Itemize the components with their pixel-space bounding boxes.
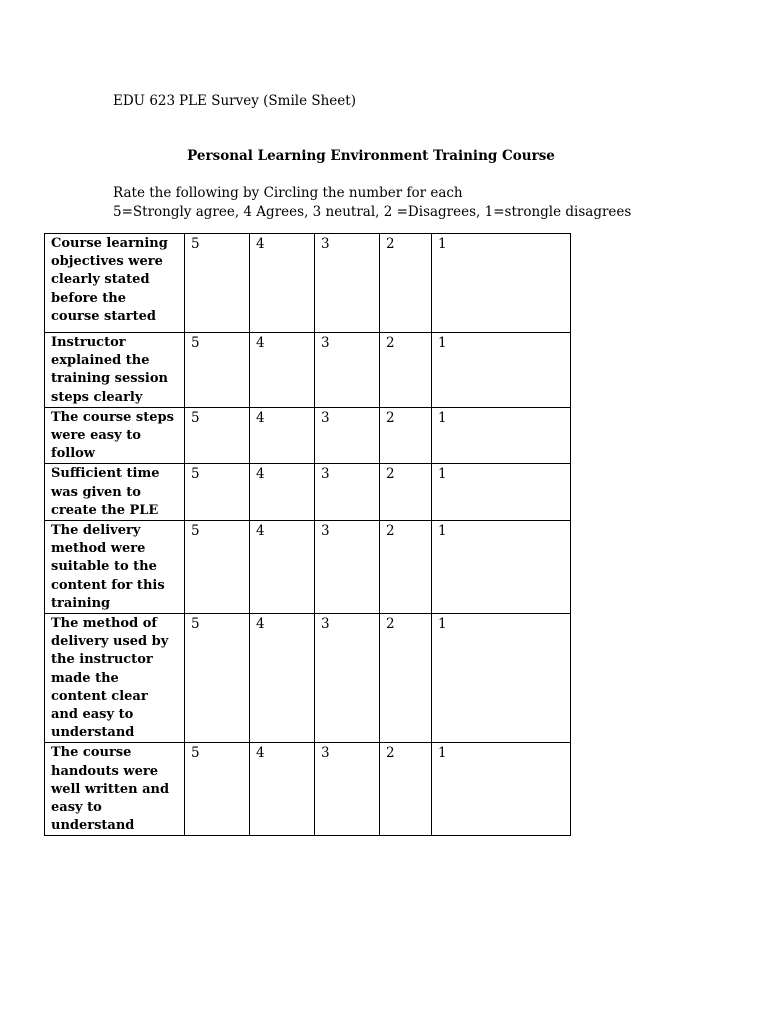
survey-statement: The course handouts were well written and easy to understand	[45, 743, 185, 836]
rating-option-1[interactable]: 1	[432, 333, 571, 408]
rating-option-5[interactable]: 5	[185, 407, 250, 464]
rating-option-5[interactable]: 5	[185, 234, 250, 333]
survey-statement: Instructor explained the training session steps clearly	[45, 333, 185, 408]
rating-option-5[interactable]: 5	[185, 614, 250, 743]
rating-option-3[interactable]: 3	[315, 234, 380, 333]
rating-option-2[interactable]: 2	[380, 743, 432, 836]
survey-row	[45, 234, 571, 333]
survey-row	[45, 407, 571, 464]
rating-option-4[interactable]: 4	[250, 521, 315, 614]
rating-option-4[interactable]: 4	[250, 234, 315, 333]
rating-option-2[interactable]: 2	[380, 234, 432, 333]
rating-option-2[interactable]: 2	[380, 614, 432, 743]
rating-option-1[interactable]: 1	[432, 521, 571, 614]
survey-row	[45, 521, 571, 614]
survey-row	[45, 333, 571, 408]
course-code: EDU 623	[113, 93, 176, 109]
instructions-line: Rate the following by Circling the number for each	[113, 185, 463, 201]
document-header	[113, 93, 356, 109]
rating-option-2[interactable]: 2	[380, 521, 432, 614]
survey-table	[44, 233, 571, 836]
survey-row	[45, 743, 571, 836]
survey-statement: The course steps were easy to follow	[45, 407, 185, 464]
rating-option-5[interactable]: 5	[185, 464, 250, 521]
rating-option-1[interactable]: 1	[432, 614, 571, 743]
rating-option-3[interactable]: 3	[315, 521, 380, 614]
course-title: Personal Learning Environment Training Course	[187, 148, 555, 164]
rating-option-1[interactable]: 1	[432, 407, 571, 464]
survey-statement: Sufficient time was given to create the PLE	[45, 464, 185, 521]
rating-option-4[interactable]: 4	[250, 464, 315, 521]
survey-row	[45, 464, 571, 521]
rating-option-3[interactable]: 3	[315, 407, 380, 464]
rating-option-2[interactable]: 2	[380, 464, 432, 521]
rating-option-5[interactable]: 5	[185, 743, 250, 836]
survey-title: PLE Survey (Smile Sheet)	[179, 93, 356, 109]
rating-option-4[interactable]: 4	[250, 333, 315, 408]
rating-option-3[interactable]: 3	[315, 333, 380, 408]
rating-option-1[interactable]: 1	[432, 464, 571, 521]
rating-option-2[interactable]: 2	[380, 333, 432, 408]
survey-row	[45, 614, 571, 743]
instructions	[113, 184, 631, 222]
rating-option-4[interactable]: 4	[250, 407, 315, 464]
rating-scale-legend: 5=Strongly agree, 4 Agrees, 3 neutral, 2 =Disagrees, 1=strongle disagrees	[113, 204, 632, 220]
rating-option-1[interactable]: 1	[432, 234, 571, 333]
survey-statement: The method of delivery used by the instructor made the content clear and easy to understand	[45, 614, 185, 743]
rating-option-5[interactable]: 5	[185, 333, 250, 408]
survey-statement: The delivery method were suitable to the content for this training	[45, 521, 185, 614]
survey-statement: Course learning objectives were clearly stated before the course started	[45, 234, 185, 333]
rating-option-4[interactable]: 4	[250, 743, 315, 836]
rating-option-3[interactable]: 3	[315, 743, 380, 836]
rating-option-3[interactable]: 3	[315, 614, 380, 743]
rating-option-2[interactable]: 2	[380, 407, 432, 464]
rating-option-3[interactable]: 3	[315, 464, 380, 521]
rating-option-1[interactable]: 1	[432, 743, 571, 836]
rating-option-4[interactable]: 4	[250, 614, 315, 743]
rating-option-5[interactable]: 5	[185, 521, 250, 614]
